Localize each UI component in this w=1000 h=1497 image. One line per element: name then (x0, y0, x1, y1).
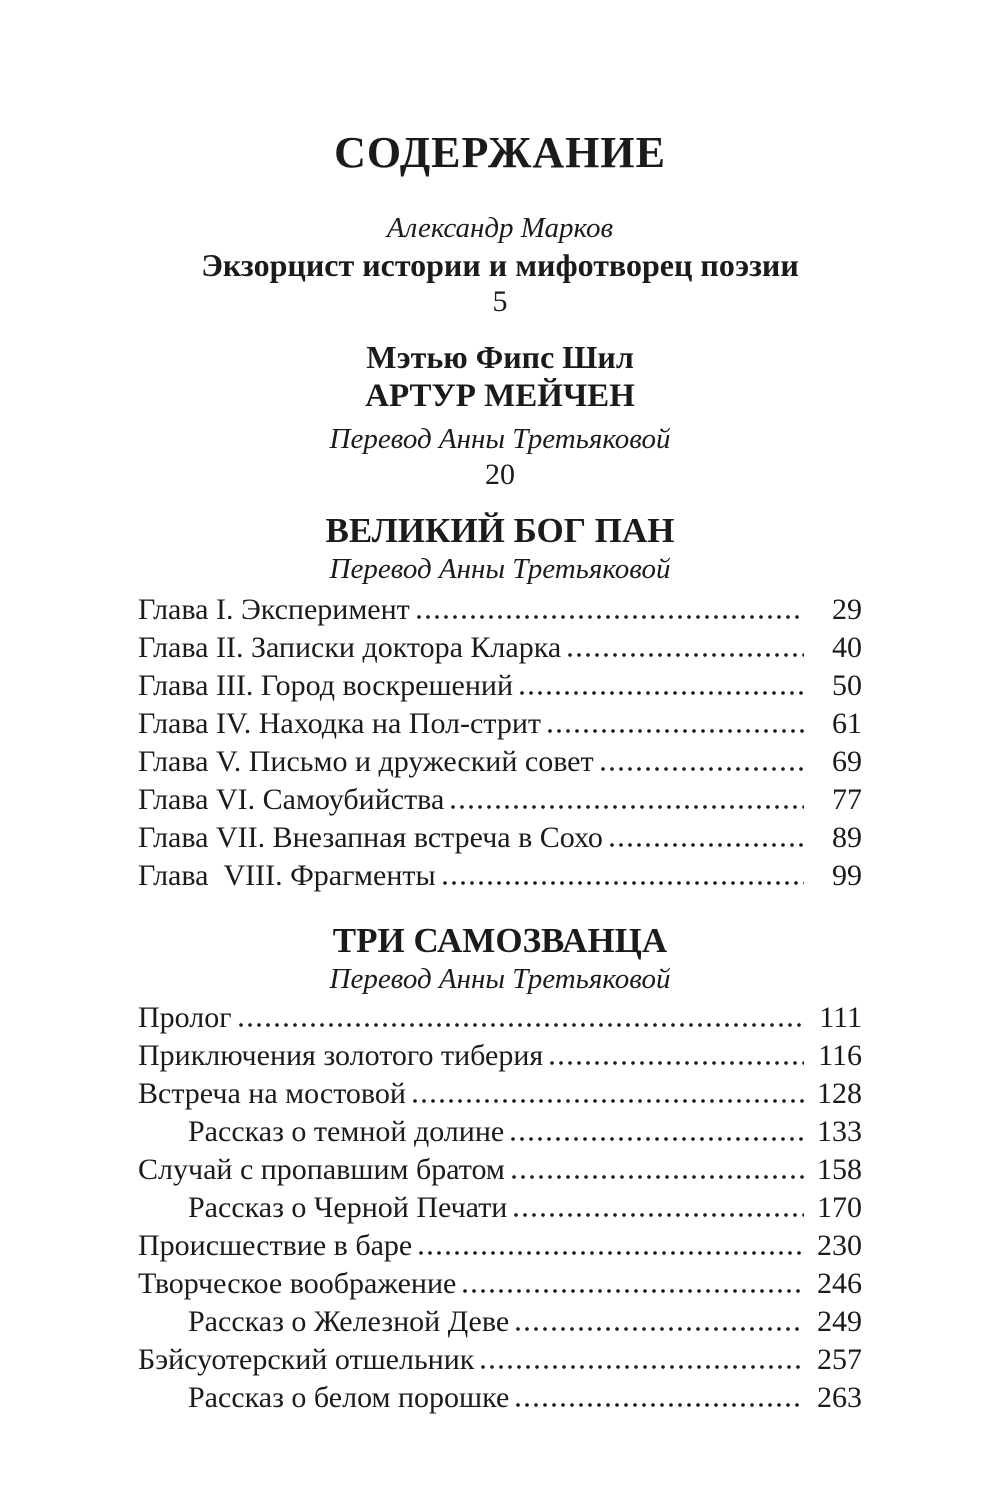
toc-entry (138, 999, 862, 1037)
toc-three-impostors (138, 999, 862, 1417)
toc-entry (138, 1265, 862, 1303)
toc-entry-page: 99 (832, 859, 862, 892)
dot-leader (601, 767, 804, 771)
toc-entry-label: Происшествие в баре (138, 1229, 413, 1262)
toc-entry-page: 77 (832, 783, 862, 816)
toc-entry-page: 40 (832, 631, 862, 664)
toc-entry (138, 857, 862, 895)
biography-title: АРТУР МЕЙЧЕН (365, 378, 635, 414)
dot-leader (550, 1061, 804, 1065)
toc-entry-page: 29 (832, 593, 862, 626)
dot-leader (239, 1023, 804, 1027)
toc-entry (138, 743, 862, 781)
toc-entry-page: 158 (817, 1153, 862, 1186)
toc-entry-label: Глава III. Город воскрешений (138, 669, 514, 702)
dot-leader (419, 1251, 804, 1255)
toc-subentry (138, 1113, 862, 1151)
toc-entry-page: 89 (832, 821, 862, 854)
dot-leader (451, 805, 804, 809)
dot-leader (413, 1099, 804, 1103)
toc-entry-label: Глава IV. Находка на Пол-стрит (138, 707, 541, 740)
toc-entry (138, 667, 862, 705)
toc-entry-label: Глава II. Записки доктора Кларка (138, 631, 562, 664)
biography-translator: Перевод Анны Третьяковой (329, 423, 671, 455)
work-translator-three-impostors: Перевод Анны Третьяковой (329, 963, 671, 995)
toc-entry (138, 1341, 862, 1379)
biography-author: Мэтью Фипс Шил (366, 339, 634, 375)
toc-entry-label: Пролог (138, 1001, 232, 1034)
toc-entry-page: 230 (817, 1229, 862, 1262)
dot-leader (516, 1403, 804, 1407)
toc-entry-label: Случай с пропавшим братом (138, 1153, 505, 1186)
toc-subentry (138, 1303, 862, 1341)
toc-entry-label: Глава VIII. Фрагменты (138, 859, 436, 892)
toc-subentry (138, 1379, 862, 1417)
toc-entry (138, 1151, 862, 1189)
front-matter-biography (138, 338, 862, 493)
work-title-great-god-pan: ВЕЛИКИЙ БОГ ПАН (325, 511, 675, 550)
toc-entry-page: 249 (817, 1305, 862, 1338)
front-matter-essay (138, 210, 862, 320)
dot-leader (548, 729, 804, 733)
toc-entry (138, 1037, 862, 1075)
biography-page-number: 20 (485, 458, 515, 491)
toc-entry-page: 111 (819, 1001, 862, 1034)
work-translator-great-god-pan: Перевод Анны Третьяковой (329, 553, 671, 585)
essay-title: Экзорцист истории и мифотворец поэзии (201, 247, 799, 283)
toc-entry-page: 263 (817, 1381, 862, 1414)
toc-entry-page: 257 (817, 1343, 862, 1376)
toc-entry-page: 61 (832, 707, 862, 740)
toc-entry (138, 819, 862, 857)
toc-entry (138, 1227, 862, 1265)
toc-entry-page: 69 (832, 745, 862, 778)
dot-leader (568, 653, 804, 657)
dot-leader (512, 1175, 804, 1179)
toc-entry-page: 50 (832, 669, 862, 702)
toc-entry-page: 246 (817, 1267, 862, 1300)
toc-entry-label: Глава V. Письмо и дружеский совет (138, 745, 594, 778)
page-title: СОДЕРЖАНИЕ (334, 128, 666, 177)
dot-leader (520, 691, 804, 695)
dot-leader (417, 615, 804, 619)
dot-leader (514, 1213, 804, 1217)
toc-entry-label: Рассказ о Железной Деве (188, 1305, 510, 1338)
toc-entry-label: Глава VII. Внезапная встреча в Сохо (138, 821, 603, 854)
dot-leader (443, 881, 804, 885)
toc-entry-label: Встреча на мостовой (138, 1077, 406, 1110)
toc-entry-label: Глава I. Эксперимент (138, 593, 410, 626)
toc-entry (138, 781, 862, 819)
toc-entry (138, 629, 862, 667)
essay-author: Александр Марков (386, 212, 614, 244)
toc-entry (138, 591, 862, 629)
toc-great-god-pan (138, 591, 862, 895)
work-title-three-impostors: ТРИ САМОЗВАНЦА (332, 921, 668, 960)
toc-subentry (138, 1189, 862, 1227)
toc-entry-page: 133 (817, 1115, 862, 1148)
toc-entry-page: 170 (817, 1191, 862, 1224)
dot-leader (481, 1365, 804, 1369)
toc-entry-label: Творческое воображение (138, 1267, 457, 1300)
essay-page-number: 5 (492, 285, 508, 318)
toc-entry (138, 1075, 862, 1113)
toc-entry (138, 705, 862, 743)
toc-entry-page: 128 (817, 1077, 862, 1110)
dot-leader (516, 1327, 804, 1331)
toc-entry-page: 116 (818, 1039, 862, 1072)
toc-entry-label: Рассказ о белом порошке (188, 1381, 510, 1414)
dot-leader (511, 1137, 804, 1141)
dot-leader (610, 843, 804, 847)
toc-entry-label: Бэйсуотерский отшельник (138, 1343, 475, 1376)
toc-entry-label: Рассказ о Черной Печати (188, 1191, 508, 1224)
toc-entry-label: Рассказ о темной долине (188, 1115, 505, 1148)
toc-entry-label: Глава VI. Самоубийства (138, 783, 445, 816)
toc-entry-label: Приключения золотого тиберия (138, 1039, 544, 1072)
dot-leader (463, 1289, 804, 1293)
